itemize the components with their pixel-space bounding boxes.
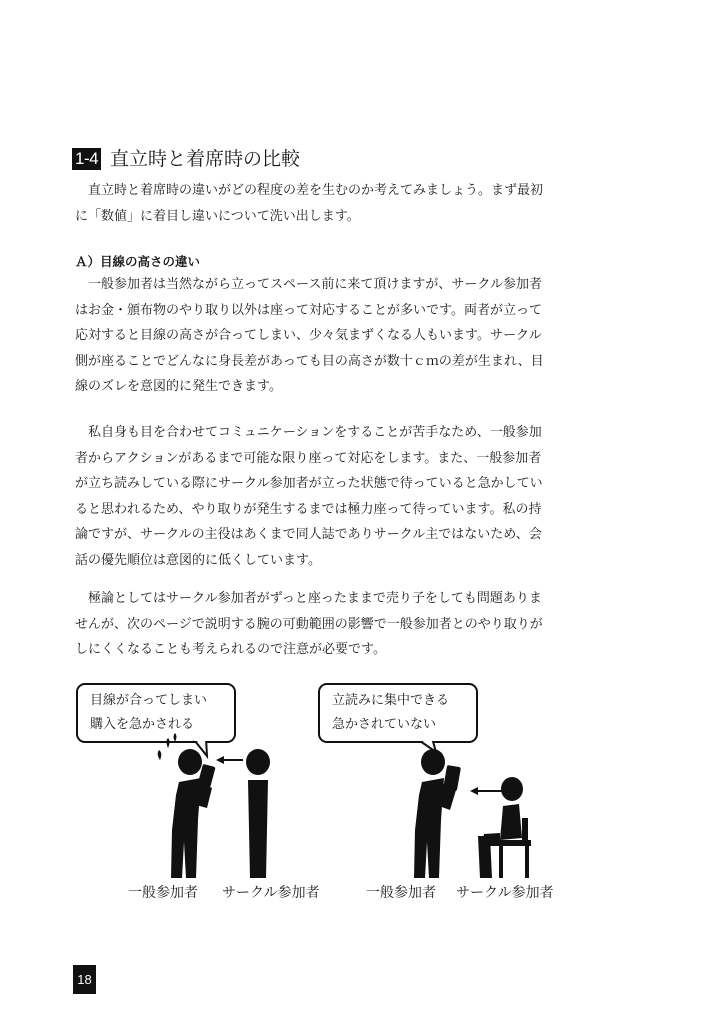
text-line: はお金・頒布物のやり取り以外は座って対応することが多いです。両者が立って [75,302,542,318]
gaze-arrow-icon-right [470,787,503,795]
label-circle-member-right: サークル参加者 [456,885,554,901]
standing-visitor-figure [171,749,216,878]
gaze-arrow-icon [216,756,243,764]
bubble-line: 購入を急かされる [90,717,195,732]
label-general-visitor-right: 一般参加者 [366,885,436,901]
text-line: 論ですが、サークルの主役はあくまで同人誌でありサークル主ではないため、会 [75,527,542,542]
text-line: 直立時と着席時の違いがどの程度の差を生むのか考えてみましょう。まず最初 [75,183,544,198]
page-number: 18 [73,965,96,994]
text-line: 者からアクションがあるまで可能な限り座って対応をします。また、一般参加者 [75,450,542,466]
bubble-line: 目線が合ってしまい [90,693,208,708]
label-circle-member-left: サークル参加者 [222,885,320,901]
standing-circle-member-figure [246,749,270,878]
subsection-title: Ａ）目線の高さの違い [75,254,201,269]
text-line: に「数値」に着目し違いについて洗い出します。 [75,208,360,224]
bubble-line: 急かされていない [332,717,437,732]
text-line: せんが、次のページで説明する腕の可動範囲の影響で一般参加者とのやり取りが [75,616,543,632]
section-number-badge: 1-4 [72,148,101,170]
sweat-drops-icon [158,733,177,760]
text-line: 極論としてはサークル参加者がずっと座ったままで売り子をしても問題ありま [75,591,542,606]
text-line: しにくくなることも考えられるので注意が必要です。 [75,642,386,657]
bubble-line: 立読みに集中できる [332,693,450,708]
seated-circle-member-figure [478,777,531,878]
text-line: 一般参加者は当然ながら立ってスペース前に来て頂けますが、サークル参加者 [75,277,542,292]
text-line: が立ち読みしている際にサークル参加者が立った状態で待っていると急かしてい [75,476,543,491]
text-line: 話の優先順位は意図的に低くしています。 [75,552,321,568]
text-line: ると思われるため、やり取りが発生するまでは極力座って待っています。私の持 [75,501,542,517]
text-line: 私自身も目を合わせてコミュニケーションをすることが苦手なため、一般参加 [75,425,542,440]
standing-visitor-figure-right [414,749,461,878]
text-line: 線のズレを意図的に発生できます。 [75,379,282,394]
text-line: 側が座ることでどんなに身長差があっても目の高さが数十ｃｍの差が生まれ、目 [75,353,544,369]
section-title: 直立時と着席時の比較 [110,148,301,170]
label-general-visitor-left: 一般参加者 [128,885,198,901]
text-line: 応対すると目線の高さが合ってしまい、少々気まずくなる人もいます。サークル [75,328,542,343]
